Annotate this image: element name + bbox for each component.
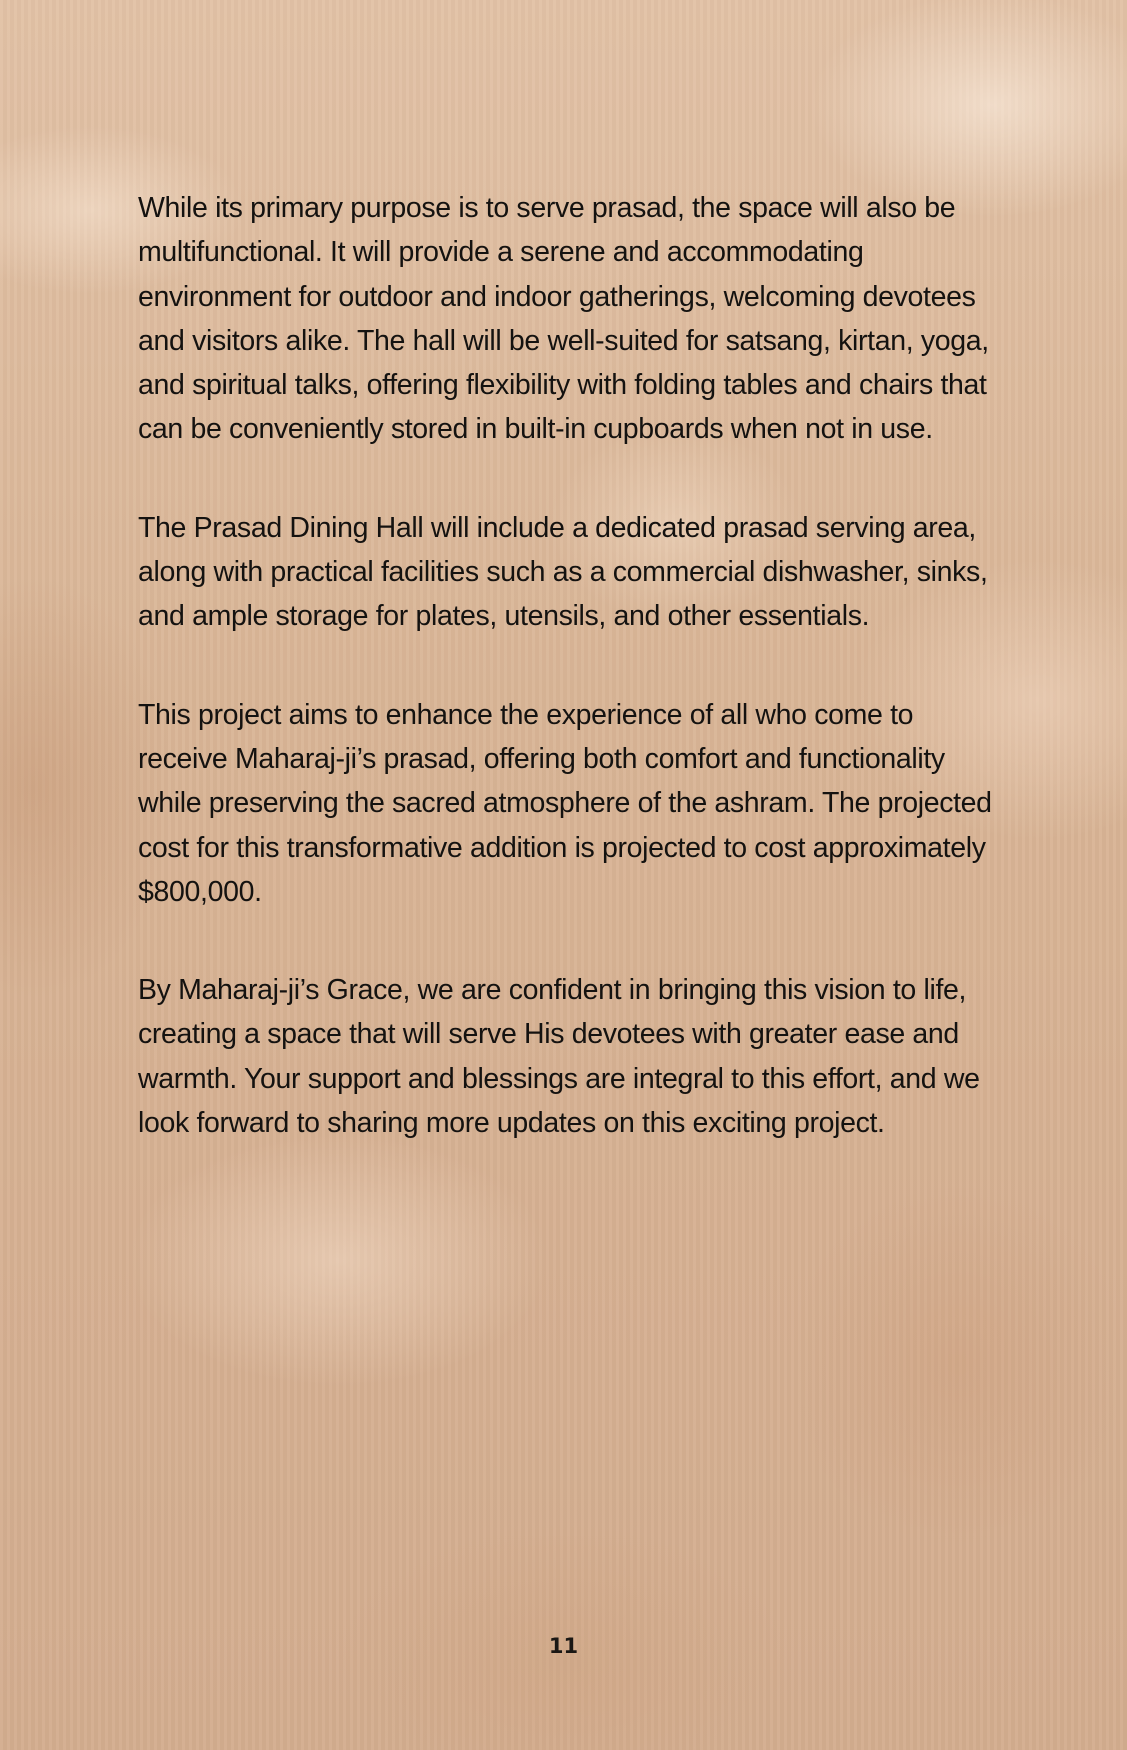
paragraph-project-cost: This project aims to enhance the experience of all who come to receive Maharaj-ji’s prasad, offering both comfort and functionality while preserving the sacred atmosphere of the ashram. The projected cost for this transformative addition is projected to cost approximately $800,000. [138,698,992,908]
paragraph-dining-hall-facilities: The Prasad Dining Hall will include a dedicated prasad serving area, along with practical facilities such as a commercial dishwasher, sinks, and ample storage for plates, utensils, and other essentials. [138,511,988,633]
paragraph-closing-gratitude: By Maharaj-ji’s Grace, we are confident in bringing this vision to life, creating a space that will serve His devotees with greater ease and warmth. Your support and blessings are integral to this effort, and we look forward to sharing more updates on this exciting project. [138,974,980,1140]
paragraph-multifunctional-space: While its primary purpose is to serve prasad, the space will also be multifunctional. It will provide a serene and accommodating environment for outdoor and indoor gatherings, welcoming devotees and visitors alike. The hall will be well-suited for satsang, kirtan, yoga, and spiritual talks, offering flexibility with folding tables and chairs that can be conveniently stored in built-in cupboards when not in use. [138,192,989,446]
page-number: 11 [548,1634,579,1658]
page-body [138,186,1008,1199]
